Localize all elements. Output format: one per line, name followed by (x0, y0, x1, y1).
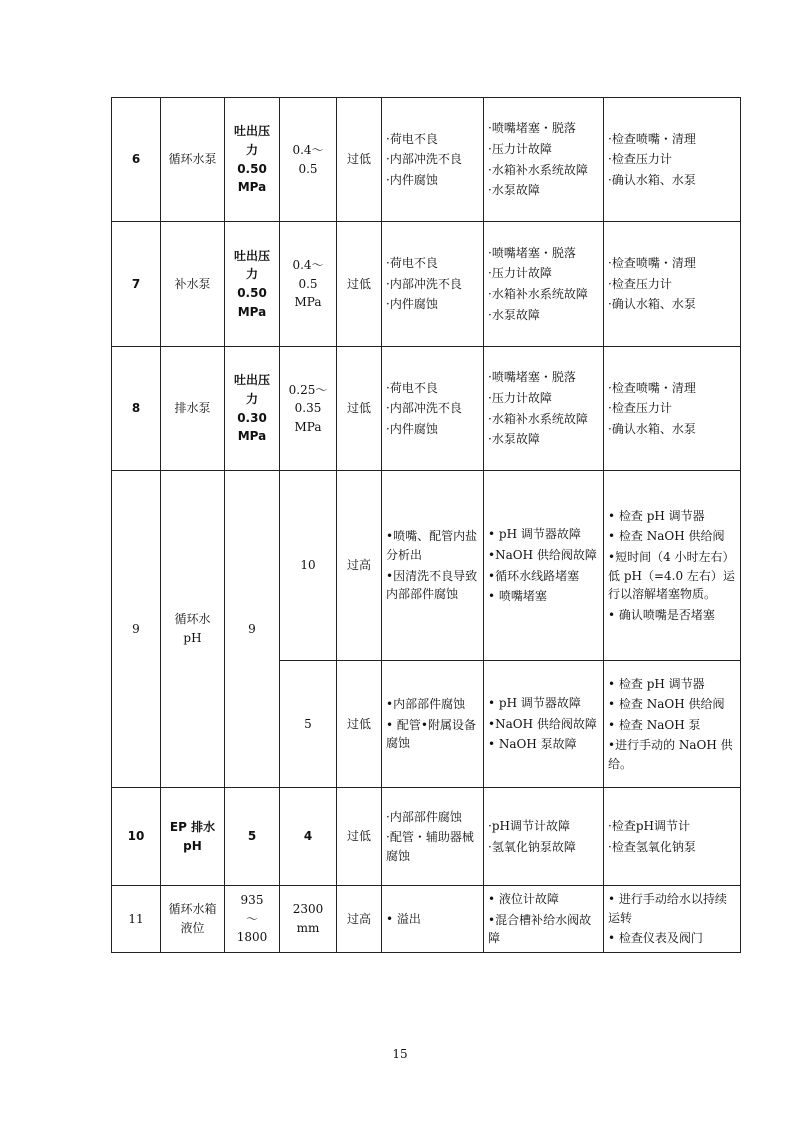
action-item: ·确认水箱、水泵 (608, 172, 696, 187)
faults-cell (484, 471, 604, 661)
table-row (112, 788, 741, 886)
faults-cell (484, 788, 604, 886)
item-name: 循环水 pH (161, 471, 225, 788)
action-item: • 确认喷嘴是否堵塞 (608, 607, 715, 622)
cause-item: ·荷电不良 (386, 131, 438, 146)
fault-item: •NaOH 供给阀故障 (488, 716, 597, 731)
cause-item: •因清洗不良导致内部部件腐蚀 (386, 568, 478, 602)
table-row (112, 222, 741, 347)
alarm-state: 过高 (337, 471, 382, 661)
cause-item: ·内件腐蚀 (386, 421, 438, 436)
item-name: 排水泵 (161, 347, 225, 471)
row-number: 7 (112, 222, 161, 347)
alarm-state: 过低 (337, 98, 382, 222)
standard-value: 9 (225, 471, 280, 788)
standard-value: 吐出压 力 0.50 MPa (225, 222, 280, 347)
cause-item: • 溢出 (386, 911, 421, 926)
alarm-state: 过低 (337, 661, 382, 788)
item-name: 循环水泵 (161, 98, 225, 222)
row-number: 6 (112, 98, 161, 222)
fault-item: ·水泵故障 (488, 432, 540, 447)
alarm-state: 过低 (337, 222, 382, 347)
fault-item: ·pH调节计故障 (488, 818, 570, 833)
cause-item: ·内部冲洗不良 (386, 276, 462, 291)
action-item: • 检查 NaOH 供给阀 (608, 697, 725, 712)
item-name: 循环水箱液位 (161, 886, 225, 953)
causes-cell (382, 347, 484, 471)
alarm-range: 10 (280, 471, 337, 661)
action-item: • 检查 pH 调节器 (608, 508, 705, 523)
actions-cell (604, 788, 741, 886)
action-item: ·检查喷嘴・清理 (608, 131, 696, 146)
alarm-state: 过低 (337, 788, 382, 886)
troubleshooting-table (111, 97, 741, 953)
actions-cell (604, 886, 741, 953)
table-row (112, 347, 741, 471)
cause-item: ·内部冲洗不良 (386, 401, 462, 416)
actions-cell (604, 471, 741, 661)
fault-item: • pH 调节器故障 (488, 696, 581, 711)
fault-item: ·水泵故障 (488, 307, 540, 322)
fault-item: ·水箱补水系统故障 (488, 411, 588, 426)
fault-item: •循环水线路堵塞 (488, 568, 580, 583)
standard-value: 5 (225, 788, 280, 886)
actions-cell (604, 98, 741, 222)
causes-cell (382, 661, 484, 788)
alarm-range: 0.4～0.5 (280, 98, 337, 222)
row-number: 10 (112, 788, 161, 886)
actions-cell (604, 661, 741, 788)
page-number: 15 (392, 1047, 408, 1061)
fault-item: ·喷嘴堵塞・脱落 (488, 121, 576, 136)
table-row (112, 98, 741, 222)
standard-value: 935 ～ 1800 (225, 886, 280, 953)
action-item: ·检查压力计 (608, 152, 672, 167)
action-item: ·检查喷嘴・清理 (608, 380, 696, 395)
action-item: ·确认水箱、水泵 (608, 297, 696, 312)
faults-cell (484, 661, 604, 788)
causes-cell (382, 471, 484, 661)
cause-item: ·内件腐蚀 (386, 172, 438, 187)
table-row (112, 886, 741, 953)
action-item: • 检查仪表及阀门 (608, 931, 703, 946)
cause-item: •喷嘴、配管内盐分析出 (386, 529, 478, 562)
cause-item: ·配管・辅助器械腐蚀 (386, 830, 474, 863)
fault-item: • NaOH 泵故障 (488, 737, 577, 752)
action-item: ·检查pH调节计 (608, 818, 690, 833)
cause-item: ·荷电不良 (386, 256, 438, 271)
action-item: • 进行手动给水以持续运转 (608, 892, 727, 925)
alarm-state: 过低 (337, 347, 382, 471)
fault-item: ·压力计故障 (488, 390, 552, 405)
fault-item: ·水泵故障 (488, 183, 540, 198)
cause-item: ·内部部件腐蚀 (386, 809, 462, 824)
alarm-range: 4 (280, 788, 337, 886)
causes-cell (382, 886, 484, 953)
fault-item: ·压力计故障 (488, 141, 552, 156)
alarm-range: 2300 mm (280, 886, 337, 953)
table-row (112, 471, 741, 661)
fault-item: • pH 调节器故障 (488, 527, 581, 542)
fault-item: •NaOH 供给阀故障 (488, 547, 597, 562)
item-name: 补水泵 (161, 222, 225, 347)
fault-item: ·水箱补水系统故障 (488, 287, 588, 301)
cause-item: ·内部冲洗不良 (386, 152, 462, 167)
alarm-range: 0.25～ 0.35 MPa (280, 347, 337, 471)
row-number: 11 (112, 886, 161, 953)
row-number: 8 (112, 347, 161, 471)
causes-cell (382, 98, 484, 222)
cause-item: • 配管•附属设备腐蚀 (386, 717, 476, 751)
actions-cell (604, 347, 741, 471)
item-name: EP 排水 pH (161, 788, 225, 886)
faults-cell (484, 98, 604, 222)
action-item: ·确认水箱、水泵 (608, 421, 696, 436)
alarm-range: 0.4～0.5 MPa (280, 222, 337, 347)
action-item: • 检查 NaOH 供给阀 (608, 529, 725, 544)
fault-item: ·喷嘴堵塞・脱落 (488, 245, 576, 260)
cause-item: ·内件腐蚀 (386, 297, 438, 312)
fault-item: ·压力计故障 (488, 266, 552, 281)
fault-item: • 液位计故障 (488, 892, 559, 906)
action-item: •进行手动的 NaOH 供给。 (608, 738, 733, 771)
causes-cell (382, 788, 484, 886)
cause-item: •内部部件腐蚀 (386, 697, 466, 712)
cause-item: ·荷电不良 (386, 380, 438, 395)
standard-value: 吐出压 力 0.30 MPa (225, 347, 280, 471)
fault-item: •混合槽补给水阀故障 (488, 912, 592, 946)
fault-item: ·氢氧化钠泵故障 (488, 839, 576, 854)
faults-cell (484, 222, 604, 347)
row-number: 9 (112, 471, 161, 788)
fault-item: ·水箱补水系统故障 (488, 162, 588, 177)
action-item: ·检查压力计 (608, 401, 672, 416)
causes-cell (382, 222, 484, 347)
alarm-range: 5 (280, 661, 337, 788)
action-item: • 检查 NaOH 泵 (608, 717, 701, 732)
faults-cell (484, 886, 604, 953)
fault-item: ·喷嘴堵塞・脱落 (488, 370, 576, 385)
action-item: ·检查压力计 (608, 276, 672, 291)
alarm-state: 过高 (337, 886, 382, 953)
action-item: •短时间（4 小时左右）低 pH（=4.0 左右）运行以溶解堵塞物质。 (608, 549, 735, 602)
action-item: • 检查 pH 调节器 (608, 676, 705, 691)
fault-item: • 喷嘴堵塞 (488, 589, 547, 604)
action-item: ·检查喷嘴・清理 (608, 256, 696, 271)
action-item: ·检查氢氧化钠泵 (608, 839, 696, 854)
faults-cell (484, 347, 604, 471)
standard-value: 吐出压 力 0.50 MPa (225, 98, 280, 222)
actions-cell (604, 222, 741, 347)
